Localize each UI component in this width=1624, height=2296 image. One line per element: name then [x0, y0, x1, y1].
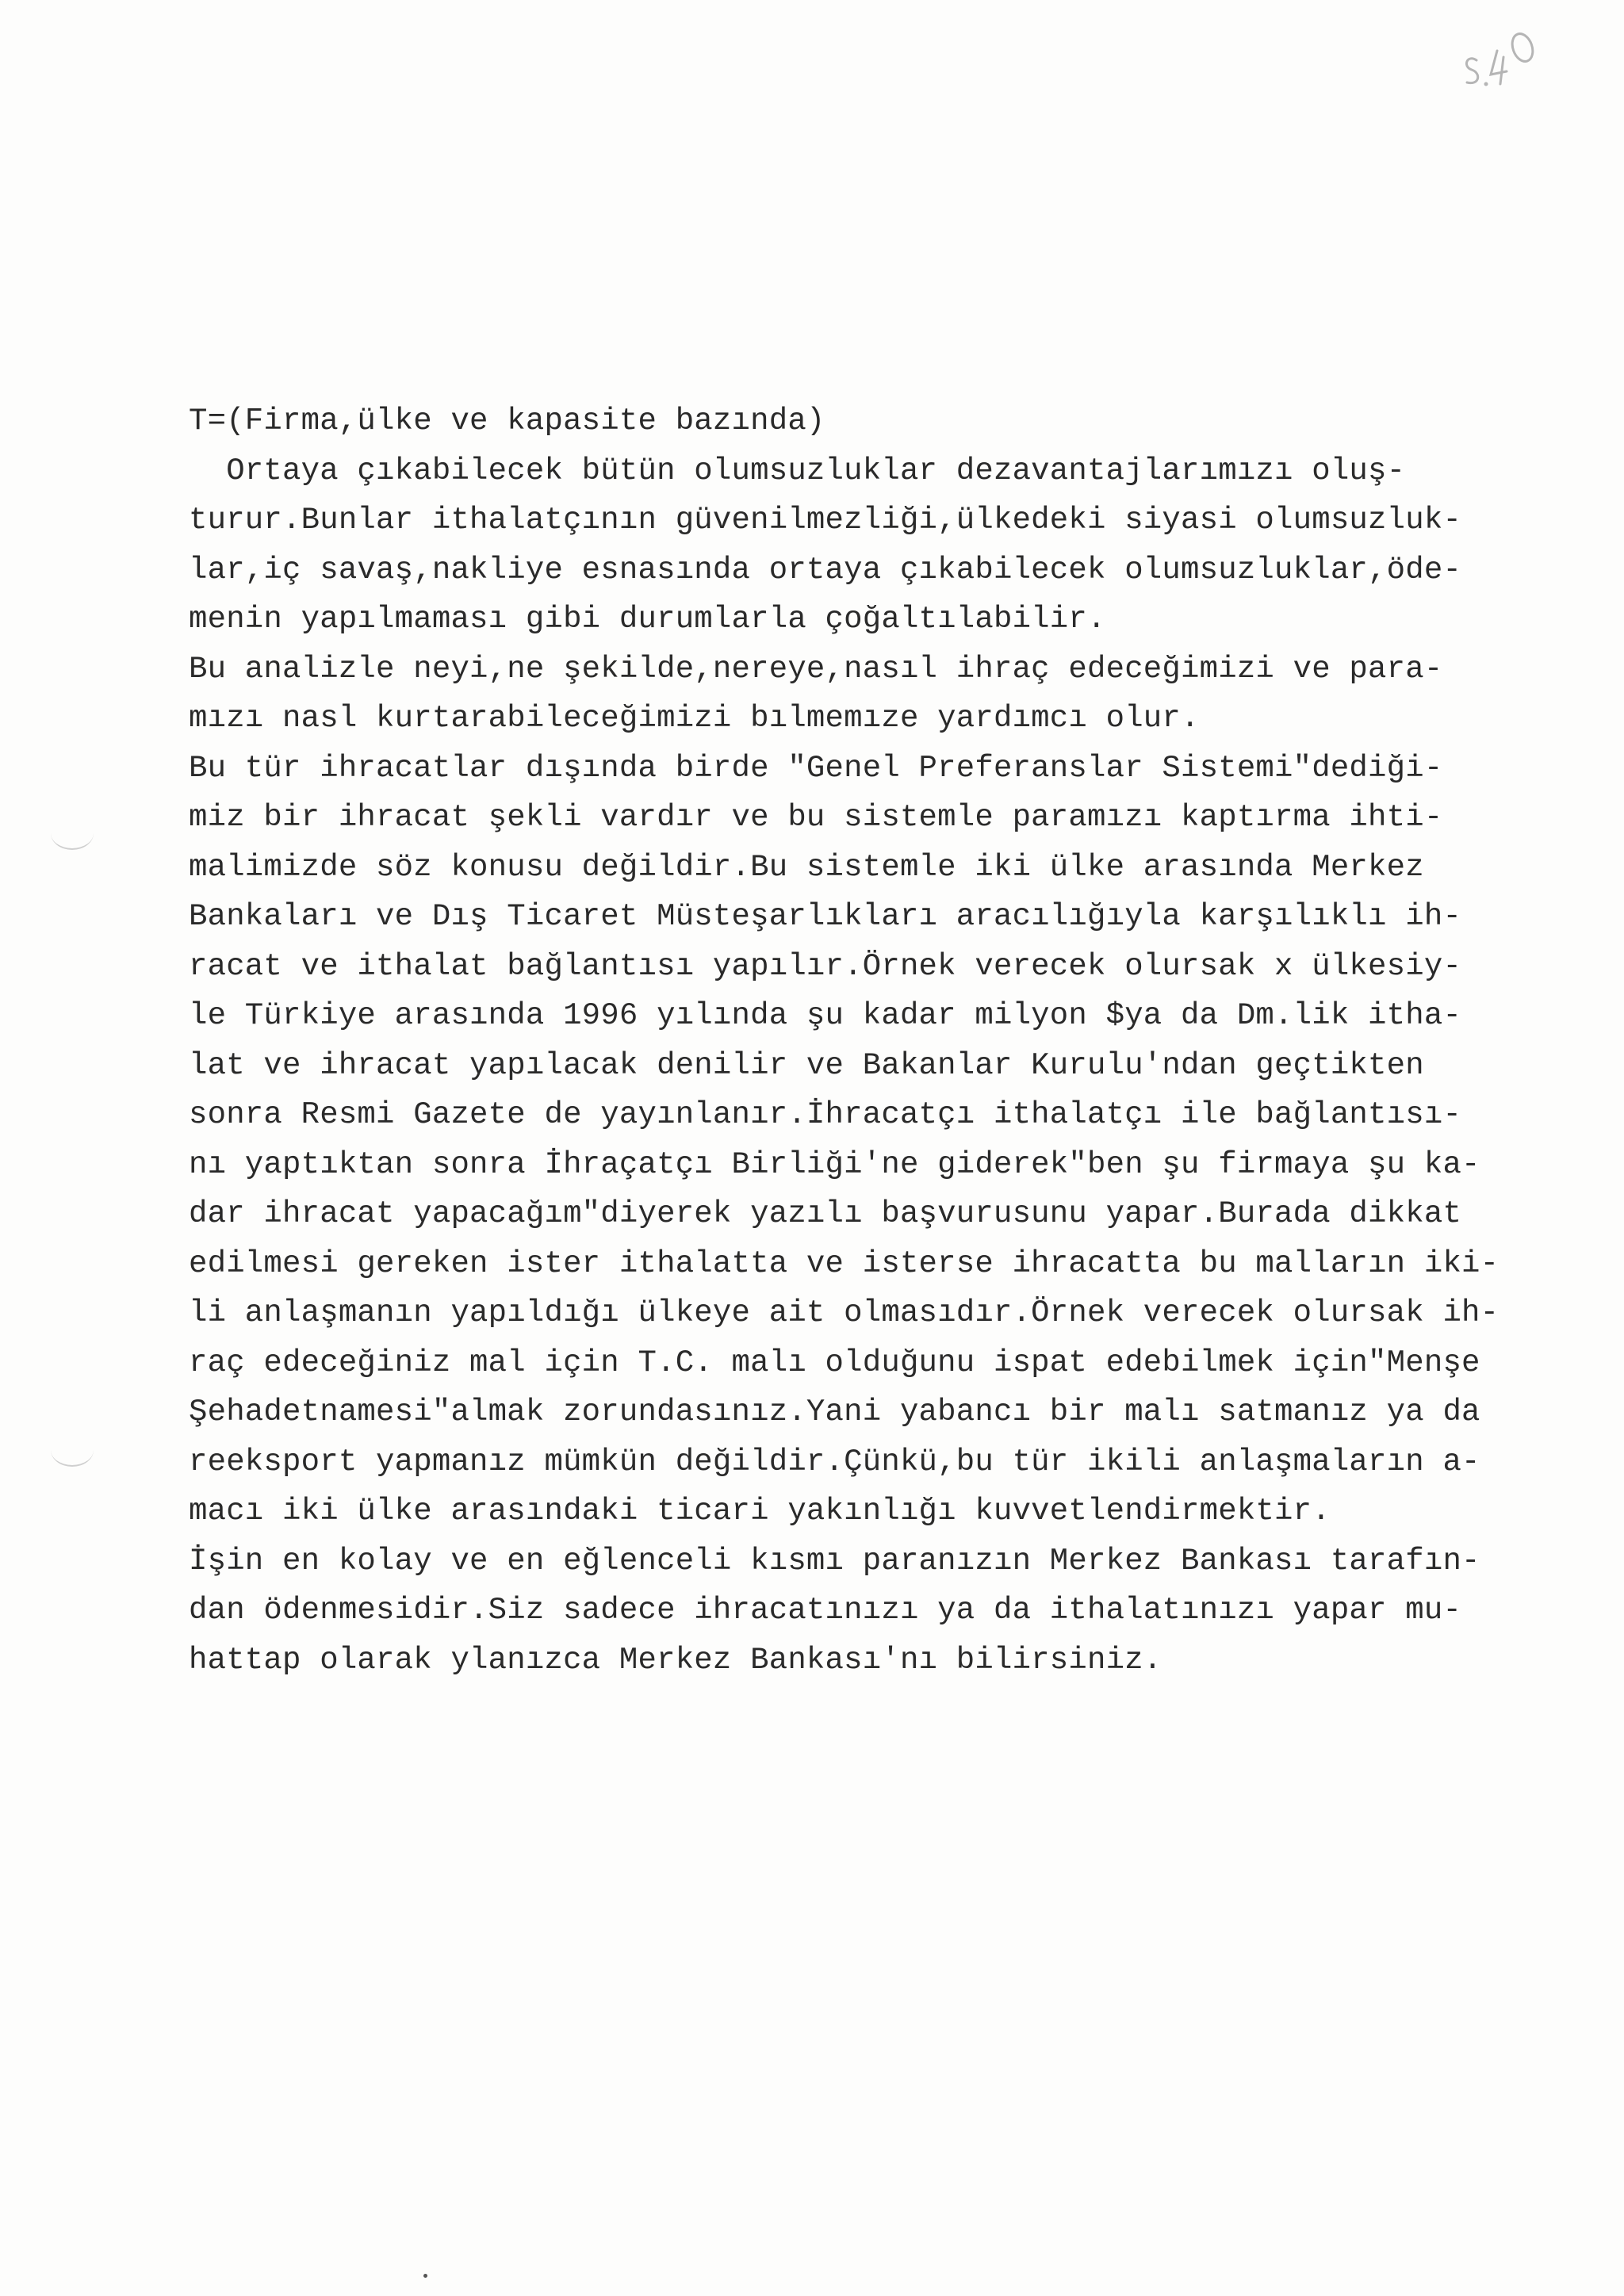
- scan-speck: [423, 2274, 427, 2278]
- text-line: reeksport yapmanız mümkün değildir.Çünkü,bu tür ikili anlaşmaların a-: [189, 1444, 1480, 1479]
- text-line: dar ihracat yapacağım"diyerek yazılı başvurusunu yapar.Burada dikkat: [189, 1196, 1462, 1231]
- text-line: dan ödenmesidir.Siz sadece ihracatınızı ya da ithalatınızı yapar mu-: [189, 1593, 1462, 1628]
- text-line: malimizde söz konusu değildir.Bu sistemle iki ülke arasında Merkez: [189, 849, 1424, 885]
- text-line: raç edeceğiniz mal için T.C. malı olduğunu ispat edebilmek için"Menşe: [189, 1345, 1480, 1380]
- text-line: sonra Resmi Gazete de yayınlanır.İhracatçı ithalatçı ile bağlantısı-: [189, 1097, 1462, 1132]
- text-line: mızı nasl kurtarabileceğimizi bılmemıze yardımcı olur.: [189, 701, 1200, 736]
- text-line: miz bir ihracat şekli vardır ve bu sistemle paramızı kaptırma ihti-: [189, 800, 1443, 835]
- text-line: Bu tür ihracatlar dışında birde "Genel Preferanslar Sistemi"dediği-: [189, 750, 1443, 786]
- text-line: Bankaları ve Dış Ticaret Müsteşarlıkları aracılığıyla karşılıklı ih-: [189, 899, 1462, 934]
- text-line: macı iki ülke arasındaki ticari yakınlığı kuvvetlendirmektir.: [189, 1494, 1331, 1529]
- text-line: Şehadetnamesi"almak zorundasınız.Yani yabancı bir malı satmanız ya da: [189, 1395, 1480, 1429]
- text-line: turur.Bunlar ithalatçının güvenilmezliği,ülkedeki siyasi olumsuzluk-: [189, 503, 1462, 538]
- handwritten-page-number: [1445, 19, 1540, 90]
- text-line: T=(Firma,ülke ve kapasite bazında): [189, 404, 825, 438]
- text-line: lat ve ihracat yapılacak denilir ve Bakanlar Kurulu'ndan geçtikten: [189, 1047, 1424, 1083]
- text-line: le Türkiye arasında 1996 yılında şu kadar milyon $ya da Dm.lik itha-: [189, 998, 1462, 1033]
- text-line: Bu analizle neyi,ne şekilde,nereye,nasıl ihraç edeceğimizi ve para-: [189, 651, 1443, 687]
- text-line: Ortaya çıkabilecek bütün olumsuzluklar dezavantajlarımızı oluş-: [189, 453, 1406, 488]
- text-line: lar,iç savaş,nakliye esnasında ortaya çıkabilecek olumsuzluklar,öde-: [189, 552, 1462, 587]
- text-line: racat ve ithalat bağlantısı yapılır.Örnek verecek olursak x ülkesiy-: [189, 948, 1462, 984]
- text-line: menin yapılmaması gibi durumlarla çoğaltılabilir.: [189, 602, 1106, 637]
- text-line: hattap olarak ylanızca Merkez Bankası'nı bilirsiniz.: [189, 1642, 1162, 1678]
- punch-hole-mark: [51, 817, 94, 850]
- text-line: İşin en kolay ve en eğlenceli kısmı paranızın Merkez Bankası tarafın-: [189, 1543, 1480, 1578]
- punch-hole-mark: [51, 1433, 94, 1467]
- text-line: edilmesi gereken ister ithalatta ve isterse ihracatta bu malların iki-: [189, 1246, 1500, 1281]
- text-line: li anlaşmanın yapıldığı ülkeye ait olmasıdır.Örnek verecek olursak ih-: [189, 1295, 1500, 1330]
- text-line: nı yaptıktan sonra İhraçatçı Birliği'ne giderek"ben şu firmaya şu ka-: [189, 1146, 1480, 1182]
- typed-body-text: [189, 396, 1584, 1685]
